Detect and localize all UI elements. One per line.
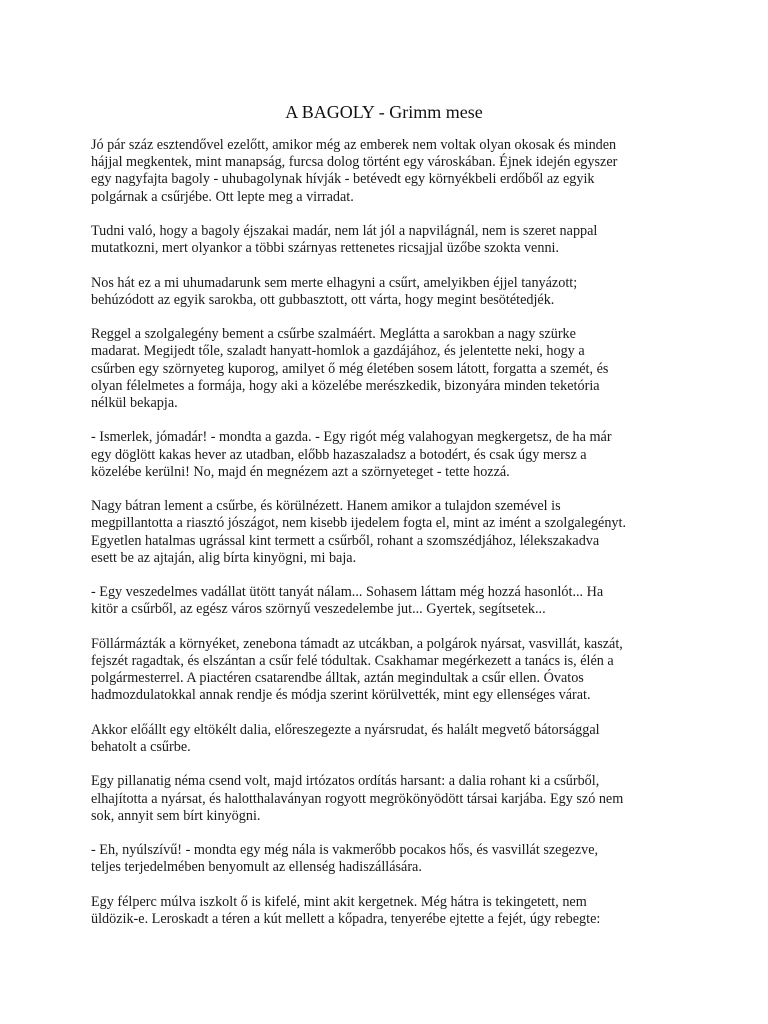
document-title: A BAGOLY - Grimm mese [285, 102, 483, 122]
text-line: közelébe kerülni! No, majd én megnézem azt a szörnyeteget - tette hozzá. [91, 463, 510, 480]
text-line: polgármesterrel. A piactéren csatarendbe álltak, aztán megindultak a csűr ellen. Óvatos [91, 670, 584, 687]
text-line: - Ismerlek, jómadár! - mondta a gazda. - Egy rigót még valahogyan megkergetsz, de ha már [91, 429, 612, 446]
paragraph [91, 429, 681, 481]
paragraph [91, 584, 681, 618]
text-line: Nagy bátran lement a csűrbe, és körülnézett. Hanem amikor a tulajdon szemével is [91, 498, 561, 515]
text-line: Reggel a szolgalegény bement a csűrbe szalmáért. Meglátta a sarokban a nagy szürke [91, 326, 576, 343]
paragraph [91, 842, 681, 876]
text-line: Tudni való, hogy a bagoly éjszakai madár, nem lát jól a napvilágnál, nem is szeret nappal [91, 223, 598, 239]
text-line: teljes terjedelmében benyomult az ellenség hadiszállására. [91, 859, 422, 876]
text-line: egy nagyfajta bagoly - uhubagolynak hívják - betévedt egy környékbeli erdőből az egyik [91, 171, 595, 188]
text-line: fejszét ragadtak, és elszántan a csűr felé tódultak. Csakhamar megérkezett a tanács is, élén a [91, 652, 614, 669]
paragraph [91, 498, 681, 567]
text-line: esett be az ajtaján, alig bírta kinyögni, mi baja. [91, 549, 357, 566]
text-line: Egyetlen hatalmas ugrással kint termett a csűrből, rohant a szomszédjához, lélekszakadva [91, 532, 600, 549]
paragraph [91, 275, 681, 309]
text-line: sok, annyit sem bírt kinyögni. [91, 807, 261, 824]
text-line: hadmozdulatokkal annak rendje és módja szerint körülvették, mint egy ellenséges várat. [91, 687, 591, 704]
paragraph [91, 326, 681, 412]
text-line: Akkor előállt egy eltökélt dalia, előreszegezte a nyársrudat, és halált megvető bátorsággal [91, 721, 600, 738]
text-line: Egy pillanatig néma csend volt, majd irtózatos ordítás harsant: a dalia rohant ki a csűrből, [91, 773, 600, 790]
paragraph [91, 223, 681, 257]
paragraph [91, 722, 681, 756]
paragraph [91, 773, 681, 825]
text-line: Föllármázták a környéket, zenebona támadt az utcákban, a polgárok nyársat, vasvillát, kaszát, [91, 635, 623, 652]
text-line: mutatkozni, mert olyankor a többi szárnyas rettenetes ricsajjal üzőbe szokta venni. [91, 240, 560, 257]
text-line: nélkül bekapja. [91, 395, 178, 411]
text-line: Jó pár száz esztendővel ezelőtt, amikor még az emberek nem voltak olyan okosak és minden [91, 137, 617, 153]
text-line: - Eh, nyúlszívű! - mondta egy még nála is vakmerőbb pocakos hős, és vasvillát szegezve, [91, 842, 599, 859]
text-line: Nos hát ez a mi uhumadarunk sem merte elhagyni a csűrt, amelyikben éjjel tanyázott; [91, 274, 578, 291]
text-line: üldözik-e. Leroskadt a téren a kút mellett a kőpadra, tenyerébe ejtette a fejét, úgy rebegte: [91, 910, 601, 927]
text-line: madarat. Megijedt tőle, szaladt hanyatt-homlok a gazdájához, és jelentette neki, hogy a [91, 343, 585, 360]
text-line: olyan félelmetes a formája, hogy aki a közelébe merészkedik, bizonyára minden teketória [91, 377, 600, 394]
text-line: behúzódott az egyik sarokba, ott gubbasztott, ott várta, hogy megint besötétedjék. [91, 291, 555, 308]
text-line: polgárnak a csűrjébe. Ott lepte meg a virradat. [91, 188, 354, 205]
text-line: kitör a csűrből, az egész város szörnyű veszedelembe jut... Gyertek, segítsetek... [91, 601, 546, 618]
text-line: Egy félperc múlva iszkolt ő is kifelé, mint akit kergetnek. Még hátra is tekingetett, nem [91, 893, 587, 910]
text-line: megpillantotta a riasztó jószágot, nem kisebb ijedelem fogta el, mint az imént a szolgalegényt. [91, 515, 627, 532]
document-body [91, 137, 681, 945]
text-line: behatolt a csűrbe. [91, 738, 191, 755]
paragraph [91, 636, 681, 705]
text-line: hájjal megkentek, mint manapság, furcsa dolog történt egy városkában. Éjnek idején egyszer [91, 154, 618, 171]
text-line: egy döglött kakas hever az utadban, előbb hazaszaladsz a botodért, és csak úgy mersz a [91, 446, 587, 463]
text-line: - Egy veszedelmes vadállat ütött tanyát nálam... Sohasem láttam még hozzá hasonlót... Ha [91, 584, 604, 601]
text-line: elhajította a nyársat, és halotthalaványan rogyott megrökönyödött társai karjába. Egy szó nem [91, 790, 624, 807]
paragraph [91, 894, 681, 928]
paragraph [91, 137, 681, 206]
text-line: csűrben egy szörnyeteg kuporog, amilyet ő még életében sosem látott, forgatta a szemét, és [91, 360, 609, 377]
